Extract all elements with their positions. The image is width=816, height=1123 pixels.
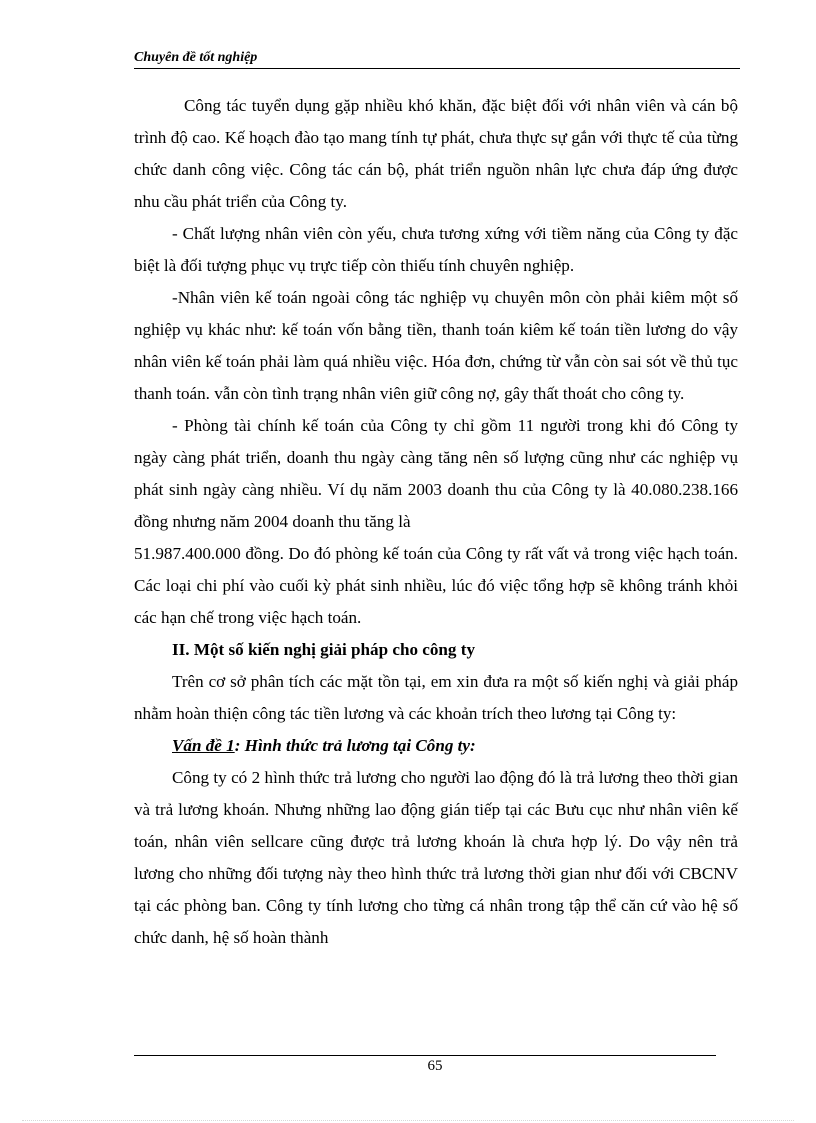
intro-paragraph: Trên cơ sở phân tích các mặt tồn tại, em xin đưa ra một số kiến nghị và giải pháp nhằm hoàn thiện công tác tiền lương và các khoản trích theo lương tại Công ty: bbox=[134, 672, 738, 723]
running-header: Chuyên đề tốt nghiệp bbox=[134, 50, 258, 65]
body-paragraph: - Chất lượng nhân viên còn yếu, chưa tương xứng với tiềm năng của Công ty đặc biệt là đối tượng phục vụ trực tiếp còn thiếu tính chuyên nghiệp. bbox=[134, 224, 738, 275]
header-divider bbox=[134, 68, 740, 69]
page-edge-divider bbox=[22, 1120, 794, 1121]
footer-divider bbox=[134, 1055, 716, 1056]
body-paragraph: -Nhân viên kế toán ngoài công tác nghiệp vụ chuyên môn còn phải kiêm một số nghiệp vụ khác như: kế toán vốn bằng tiền, thanh toán kiêm kế toán tiền lương do vậy nhân viên kế toán phải làm quá nhiều việc. Hóa đơn, chứng từ vẫn còn sai sót về thủ tục thanh toán. vẫn còn tình trạng nhân viên giữ công nợ, gây thất thoát cho công ty. bbox=[134, 288, 738, 403]
issue-heading bbox=[134, 730, 738, 762]
issue-title: : Hình thức trả lương tại Công ty: bbox=[234, 736, 476, 755]
section-heading: II. Một số kiến nghị giải pháp cho công ty bbox=[172, 640, 475, 659]
body-text bbox=[134, 90, 738, 954]
body-paragraph: - Phòng tài chính kế toán của Công ty chỉ gồm 11 người trong khi đó Công ty ngày càng phát triển, doanh thu ngày càng tăng nên số lượng cũng như các nghiệp vụ phát sinh ngày càng nhiều. Ví dụ năm 2003 doanh thu của Công ty là 40.080.238.166 đồng nhưng năm 2004 doanh thu tăng là 51.987.400.000 đồng. Do đó phòng kế toán của Công ty rất vất vả trong việc hạch toán. Các loại chi phí vào cuối kỳ phát sinh nhiều, lúc đó việc tổng hợp sẽ không tránh khỏi các hạn chế trong việc hạch toán. bbox=[134, 416, 738, 627]
page-number: 65 bbox=[427, 1058, 443, 1074]
issue-paragraph: Công ty có 2 hình thức trả lương cho người lao động đó là trả lương theo thời gian và trả lương khoán. Nhưng những lao động gián tiếp tại các Bưu cục như nhân viên kế toán, nhân viên sellcare cũng được trả lương khoán là chưa hợp lý. Do vậy nên trả lương cho những đối tượng này theo hình thức trả lương thời gian như đối với CBCNV tại các phòng ban. Công ty tính lương cho từng cá nhân trong tập thể căn cứ vào hệ số chức danh, hệ số hoàn thành bbox=[134, 768, 738, 947]
body-paragraph: Công tác tuyển dụng gặp nhiều khó khăn, đặc biệt đối với nhân viên và cán bộ trình độ cao. Kế hoạch đào tạo mang tính tự phát, chưa thực sự gắn với thực tế của từng chức danh công việc. Công tác cán bộ, phát triển nguồn nhân lực chưa đáp ứng được nhu cầu phát triển của Công ty. bbox=[134, 96, 738, 211]
issue-label: Vấn đề 1 bbox=[172, 736, 235, 755]
